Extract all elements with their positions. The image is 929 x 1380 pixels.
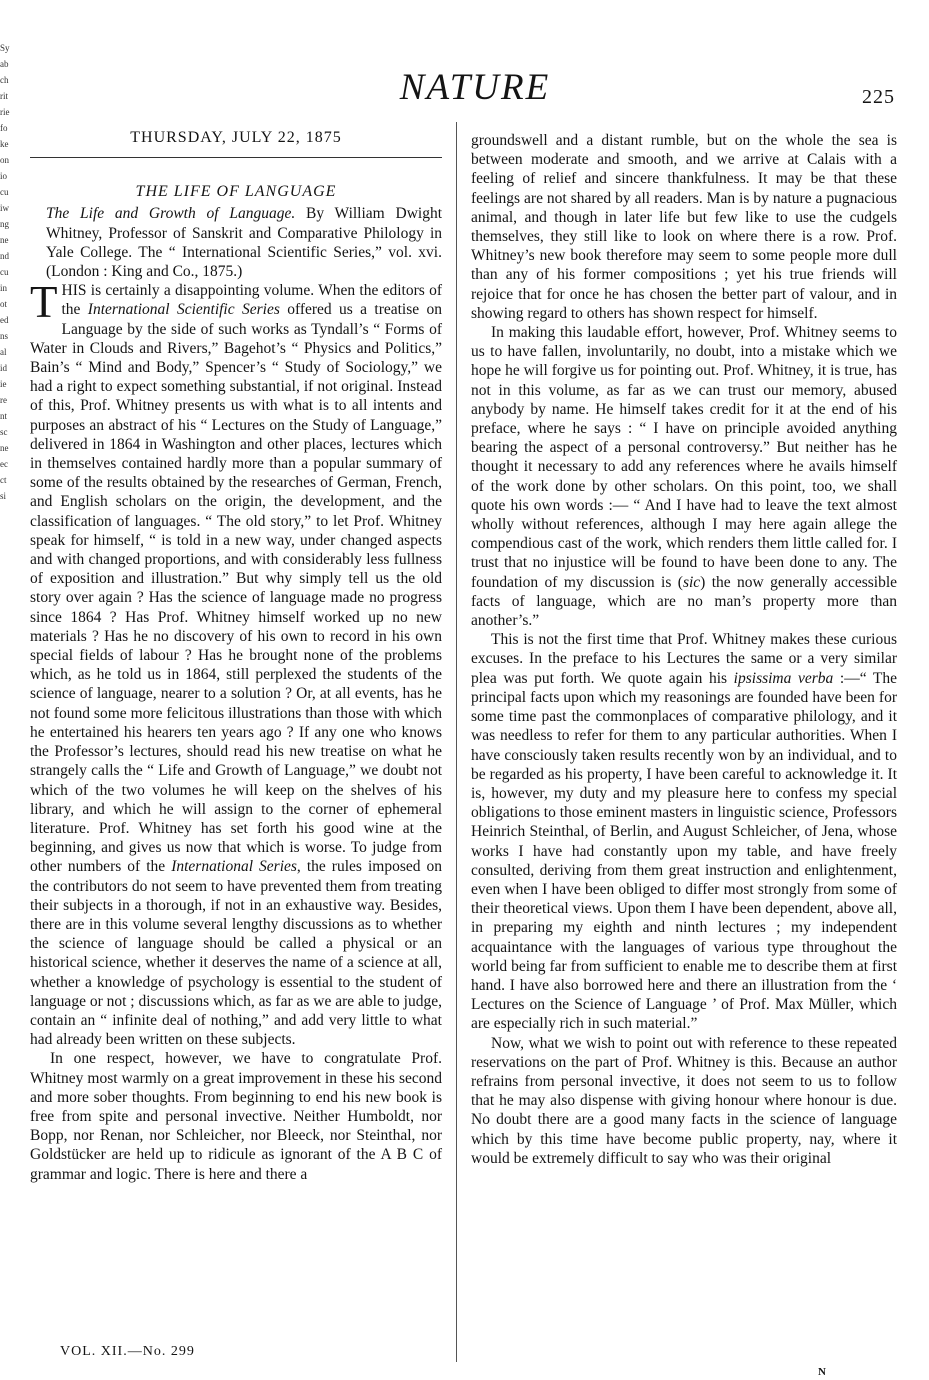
margin-fragment: rit	[0, 91, 8, 101]
paragraph-text: This is not the first time that Prof. Whitney makes these curious excuses. In the preface to his Lectures the same or a very similar plea was put forth. We quote again his	[471, 631, 897, 687]
right-column	[471, 131, 897, 1168]
margin-fragment: sc	[0, 427, 8, 437]
drop-cap: T	[30, 277, 58, 328]
page-number: 225	[862, 86, 895, 108]
paragraph-text: In making this laudable effort, however, Prof. Whitney seems to us to have fallen, involuntarily, no doubt, into a mistake which we hope he will forgive us for pointing out. Prof. Whitney, it is true, has not in this volume, as far as we can trust our memory, abused anybody by name. He himself takes credit for it at the end of his preface, where he says : “ I have on principle avoided anything bearing the aspect of a personal controversy.” But neither has he thought it necessary to add any references where he avails himself of the work done by other scholars. On this point, too, we shall quote his own words :— “ And I have had to leave the text almost wholly without references, although I may here again allege the compendious cast of the work, which renders them little called for. I trust that no injustice will be found to have been done to any. The foundation of my discussion is (	[471, 324, 897, 591]
margin-fragment: iw	[0, 203, 9, 213]
margin-fragment: nt	[0, 411, 8, 421]
margin-fragment: si	[0, 491, 7, 501]
margin-fragment: ab	[0, 59, 9, 69]
paragraph-2: In one respect, however, we have to congratulate Prof. Whitney most warmly on a great improvement in these his second and more sober thoughts. From beginning to end his new book is free from spite and personal invective. Neither Humboldt, nor Bopp, nor Renan, nor Schleicher, nor Bleeck, nor Steinthal, nor Goldstücker are held up to ridicule as ignorant of the A B C of grammar and logic. There is here and there a	[30, 1050, 442, 1183]
paragraph-3	[471, 323, 897, 630]
column-divider	[456, 122, 457, 1362]
paragraph-1	[30, 277, 443, 1049]
paragraph-4	[471, 630, 897, 1033]
margin-fragment: id	[0, 363, 8, 373]
paragraph-text: offered us a treatise on Language by the side of such works as Tyndall’s “ Forms of Water in Clouds and Rivers,” Bagehot’s “ Physics and Politics,” Bain’s “ Mind and Body,” Spencer’s “ Study of Sociology,” we had a right to expect something substantial, if not original. Instead of this, Prof. Whitney presents us with what is to all intents and purposes an abstract of his “ Lectures on the Study of Language,” delivered in 1864 in Washington and other places, lectures which in themselves contained hardly more than a popular summary of some of the results obtained by the researches of German, French, and English scholars on the origin, the development, and the classification of languages. “ The old story,” to let Prof. Whitney speak for himself, “ is told in a new way, under changed aspects and with changed proportions, and with considerably less fullness of exposition and illustration.” But why simply tell us the old story over again ? Has the science of language made no progress since 1864 ? Has Prof. Whitney himself worked up no new materials ? Has he no discovery of his own to record in his own special fields of labour ? Has he brought none of the problems which, as he told us in 1864, still perplexed the students of the science of language, nearer to a solution ? Or, at all events, has he not found some more felicitous illustrations than those with which he entertained his hearers ten years ago ? If any one who knows the Professor’s lectures, should read his new treatise on what he strangely calls the “ Life and Growth of Language,” we doubt not which of the two volumes he will keep on the shelves of his library, and which he will assign to the corner of ephemeral literature. Prof. Whitney has set forth his good wine at the beginning, and gives us now that which is worse. To judge from other numbers of the	[30, 301, 442, 876]
margin-fragment: ng	[0, 219, 9, 229]
margin-fragment: ke	[0, 139, 9, 149]
margin-fragment: nd	[0, 251, 9, 261]
book-byline	[30, 204, 442, 281]
header-rule	[30, 157, 442, 158]
book-title: The Life and Growth of Language.	[46, 205, 296, 223]
sic-note: sic	[682, 573, 701, 591]
series-title: International Scientific Series	[87, 301, 280, 319]
volume-number: VOL. XII.—No. 299	[60, 1344, 195, 1359]
paragraph-text: ) the now generally accessible facts of language, which are no man’s property more than another’s.”	[471, 573, 898, 630]
series-title: International Series	[171, 858, 297, 876]
paragraph-continued: groundswell and a distant rumble, but on the whole the sea is between moderate and smooth, and we arrive at Calais with a feeling of relief and sincere thankfulness. It may be that these feelings are not shared by all readers. Man is by nature a pugnacious animal, and though in later life but few like to use the cudgels themselves, they still like to look on where there is a row. Prof. Whitney’s new book therefore may seem to some people more dull than any of his former compositions ; yet his true friends will rejoice that for once he has chosen the better part of valour, and in showing regard to others has shown respect for himself.	[471, 132, 897, 322]
left-margin-fragments	[0, 40, 22, 900]
issue-date: THURSDAY, JULY 22, 1875	[130, 129, 342, 146]
paragraph-text: :—“ The principal facts upon which my reasonings are founded have been for some time past the commonplaces of comparative philology, and it was needless to refer for them to any particular authorities. When I have consciously taken results recently won by an individual, and to be regarded as his property, I have been careful to acknowledge it. It is, however, my duty and my pleasure here to confess my special obligations to those eminent masters in linguistic science, Professors Heinrich Steinthal, of Berlin, and August Schleicher, of Jena, whose works I have had constantly upon my table, and have freely consulted, deriving from them great instruction and enlightenment, even when I have been obliged to differ most strongly from some of their theoretical views. Upon them I have been dependent, above all, in preparing my eighth and ninth lectures ; my independent acquaintance with the languages of various type throughout the world being far from sufficient to enable me to describe them at first hand. I have also borrowed here and there an illustration from the ‘ Lectures on the Science of Language ’ of Prof. Max Müller, which are especially rich in such material.”	[471, 669, 897, 1033]
margin-fragment: ed	[0, 315, 9, 325]
margin-fragment: Sy	[0, 43, 10, 53]
margin-fragment: ot	[0, 299, 8, 309]
margin-fragment: ch	[0, 75, 9, 85]
margin-fragment: re	[0, 395, 7, 405]
margin-fragment: fo	[0, 123, 8, 133]
paragraph-text: HIS is certainly a disappointing volume. When the editors of the	[61, 282, 442, 319]
margin-fragment: ne	[0, 443, 9, 453]
margin-fragment: al	[0, 347, 7, 357]
margin-fragment: cu	[0, 187, 9, 197]
margin-fragment: ec	[0, 459, 8, 469]
margin-fragment: ct	[0, 475, 7, 485]
margin-fragment: ne	[0, 235, 9, 245]
book-details: By William Dwight Whitney, Professor of Sanskrit and Comparative Philology in Yale College. The “ International Scientific Series,” vol. xvi. (London : King and Co., 1875.)	[46, 205, 442, 281]
margin-fragment: ns	[0, 331, 9, 341]
margin-fragment: io	[0, 171, 8, 181]
margin-fragment: ie	[0, 379, 7, 389]
margin-fragment: rie	[0, 107, 10, 117]
printer-signature: N	[818, 1366, 826, 1378]
paragraph-text: , the rules imposed on the contributors do not seem to have prevented them from treating their subjects in a thorough, if not in an exhaustive way. Besides, there are in this volume several lengthy discussions as to whether the science of language should be called a physical or an historical science, whether it deserves the name of a science at all, whether a knowledge of psychology is essential to the student of language or not ; discussions which, as far as we are able to judge, contain an “ infinite deal of nothing,” and add very little to what had already been written on these subjects.	[30, 858, 443, 1049]
paragraph-5: Now, what we wish to point out with reference to these repeated reservations on the part of Prof. Whitney is this. Because an author refrains from personal invective, it does not seem to us to follow that he may also dispense with giving honour where honour is due. No doubt there are a good many facts in the science of language which by this time have become public property, nay, where it would be extremely difficult to say who was their original	[471, 1034, 897, 1167]
left-column	[30, 128, 442, 1184]
margin-fragment: in	[0, 283, 8, 293]
latin-phrase: ipsissima verba	[733, 669, 834, 687]
article-title: THE LIFE OF LANGUAGE	[135, 183, 337, 201]
margin-fragment: on	[0, 155, 9, 165]
journal-masthead: NATURE	[399, 67, 551, 108]
margin-fragment: cu	[0, 267, 9, 277]
